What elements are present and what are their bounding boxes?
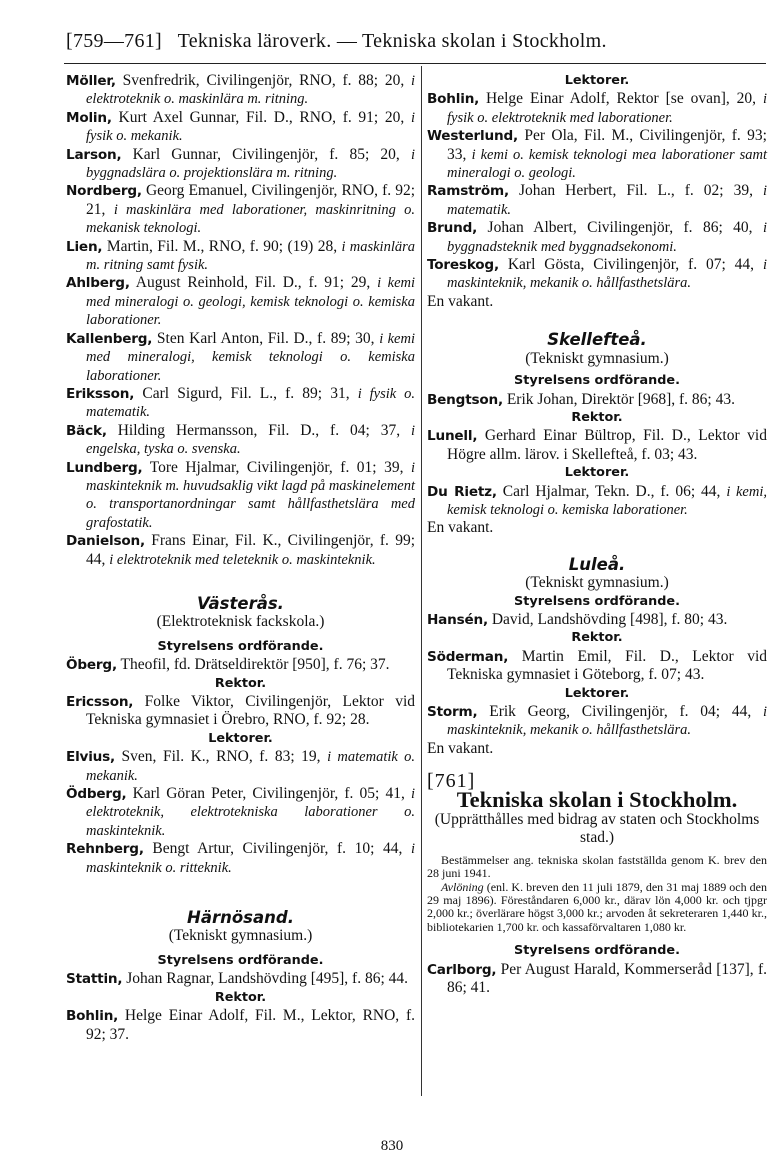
lektor-list — [427, 90, 767, 292]
role-heading: Lektorer. — [564, 685, 630, 701]
staff-details: Per August Harald, Kommerseråd [137], f. 86; 41. — [447, 960, 767, 997]
staff-name: Danielson, — [66, 533, 145, 550]
staff-entry — [66, 970, 415, 988]
salary-note-text: (enl. K. breven den 11 juli 1879, den 31 maj 1889 och den 29 maj 1896). Föreståndaren 6,000 kr., därav lön 4,000 kr. och tjpgr 2,000 kr.; överlärare högst 3,000 kr.; arvoden åt sekreteraren 1,440 kr., bibliotekarien 1,700 kr. och kassaförvaltaren 1,080 kr. — [427, 879, 767, 934]
staff-details: Helge Einar Adolf, Rektor [se ovan], 20, — [479, 90, 763, 108]
role-heading: Lektorer. — [564, 465, 630, 481]
role-heading: Styrelsens ordförande. — [157, 638, 324, 654]
teacher-list — [66, 72, 415, 569]
section-title-harnosand: Härnösand. — [187, 908, 294, 928]
staff-subjects: i byggnadsteknik med byggnadsekonomi. — [447, 220, 767, 255]
staff-name: Westerlund, — [427, 128, 518, 145]
role-heading: Rektor. — [571, 630, 623, 646]
chair-entry — [66, 656, 415, 674]
staff-entry — [66, 385, 415, 422]
staff-details: Tore Hjalmar, Civilingenjör, f. 01; 39, — [142, 458, 411, 476]
staff-details: Erik Johan, Direktör [968], f. 86; 43. — [502, 390, 735, 408]
section-title-stockholm: Tekniska skolan i Stockholm. — [456, 786, 738, 812]
section-subtitle: (Tekniskt gymnasium.) — [525, 349, 669, 367]
staff-entry — [427, 961, 767, 998]
rektor-entry — [427, 427, 767, 464]
column-divider — [421, 66, 422, 1096]
staff-entry — [427, 219, 767, 256]
staff-details: Hilding Hermansson, Fil. D., f. 04; 37, — [106, 421, 411, 439]
staff-subjects: i elektroteknik, elektrotekniska laborationer o. maskinteknik. — [86, 786, 415, 839]
section-subtitle: (Tekniskt gymnasium.) — [168, 927, 313, 945]
staff-entry — [66, 459, 415, 533]
staff-entry — [427, 703, 767, 740]
staff-name: Carlborg, — [427, 961, 497, 978]
staff-details: August Reinhold, Fil. D., f. 91; 29, — [129, 274, 378, 292]
staff-entry — [427, 427, 767, 464]
staff-name: Eriksson, — [66, 385, 135, 402]
staff-subjects: i engelska, tyska o. svenska. — [86, 422, 415, 458]
right-column — [427, 72, 767, 998]
page-number: 830 — [380, 1138, 404, 1154]
staff-name: Stattin, — [66, 971, 123, 988]
role-heading: Styrelsens ordförande. — [157, 952, 324, 968]
staff-name: Storm, — [427, 704, 478, 720]
staff-details: Sven, Fil. K., RNO, f. 83; 19, — [115, 748, 328, 766]
staff-entry — [66, 656, 415, 674]
staff-details: Georg Emanuel, Civilingenjör, RNO, f. 92; 21, — [86, 182, 415, 218]
staff-details: Karl Göran Peter, Civilingenjör, f. 05; 41, — [126, 785, 411, 803]
staff-details: Erik Georg, Civilingenjör, f. 04; 44, — [477, 703, 763, 720]
staff-entry — [66, 238, 415, 275]
staff-name: Ödberg, — [66, 786, 127, 803]
staff-details: Sten Karl Anton, Fil. D., f. 89; 30, — [152, 329, 380, 347]
staff-name: Lien, — [66, 238, 103, 255]
role-heading: Styrelsens ordförande. — [514, 593, 680, 609]
staff-entry — [427, 127, 767, 182]
staff-entry — [427, 648, 767, 685]
staff-subjects: i matematik o. mekanik. — [86, 749, 416, 784]
staff-name: Ericsson, — [66, 694, 134, 710]
rektor-entry — [427, 648, 767, 685]
staff-entry — [66, 274, 415, 329]
staff-name: Bengtson, — [427, 391, 503, 408]
role-heading: Rektor. — [214, 989, 267, 1005]
page-reference: [761] — [427, 770, 476, 793]
left-column — [66, 72, 415, 1044]
lektor-entry — [427, 703, 767, 740]
header-page-range: [759—761] — [66, 30, 163, 52]
staff-details: Carl Sigurd, Fil. L., f. 89; 31, — [134, 384, 358, 402]
staff-details: Per Ola, Fil. M., Civilingenjör, f. 93; 33, — [447, 127, 767, 163]
staff-name: Bohlin, — [66, 1008, 119, 1025]
staff-details: Johan Ragnar, Landshövding [495], f. 86; 44. — [122, 970, 409, 988]
staff-name: Du Rietz, — [427, 483, 497, 500]
lektor-entry — [427, 483, 767, 520]
staff-subjects: i kemi, kemisk teknologi o. kemiska laborationer. — [447, 483, 767, 518]
staff-subjects: i fysik o. mekanik. — [86, 109, 415, 145]
staff-subjects: i fysik o. elektroteknik med laborationer. — [447, 91, 767, 126]
staff-name: Lundberg, — [66, 459, 143, 476]
staff-name: Öberg, — [66, 657, 117, 674]
chair-entry — [427, 611, 767, 629]
staff-details: Martin, Fil. M., RNO, f. 90; (19) 28, — [102, 237, 342, 255]
staff-details: Gerhard Einar Bültrop, Fil. D., Lektor vid Högre allm. lärov. i Skellefteå, f. 03; 43. — [447, 427, 767, 463]
section-subtitle: (Upprätthålles med bidrag av staten och Stockholms stad.) — [434, 811, 760, 847]
staff-subjects: i maskinteknik, mekanik o. hållfasthetslära. — [447, 704, 767, 739]
chair-entry — [66, 970, 415, 988]
staff-details: Helge Einar Adolf, Fil. M., Lektor, RNO, f. 92; 37. — [86, 1007, 415, 1043]
chair-entry — [427, 391, 767, 409]
staff-details: Johan Herbert, Fil. L., f. 02; 39, — [508, 182, 763, 200]
staff-name: Elvius, — [66, 749, 115, 766]
staff-name: Rehnberg, — [66, 841, 144, 858]
staff-name: Ramström, — [427, 183, 509, 200]
staff-entry — [66, 840, 415, 877]
staff-name: Bohlin, — [427, 91, 480, 108]
staff-entry — [427, 182, 767, 219]
staff-name: Toreskog, — [427, 257, 499, 274]
staff-subjects: i byggnadslära o. projektionslära m. ritning. — [86, 146, 415, 182]
vacancy-note: En vakant. — [427, 519, 494, 537]
vacancy-note: En vakant. — [427, 739, 494, 757]
role-heading: Rektor. — [214, 675, 267, 691]
staff-entry — [66, 785, 415, 840]
chair-entry — [427, 961, 767, 998]
staff-name: Kallenberg, — [66, 330, 153, 347]
staff-subjects: i maskinlära m. ritning samt fysik. — [86, 238, 415, 274]
role-heading: Lektorer. — [208, 730, 273, 746]
staff-name: Bäck, — [66, 422, 107, 439]
staff-details: Karl Gösta, Civilingenjör, f. 07; 44, — [498, 256, 763, 274]
staff-subjects: i maskinteknik, mekanik o. hållfasthetslära. — [447, 257, 767, 292]
staff-entry — [66, 146, 415, 183]
staff-subjects: i fysik o. matematik. — [86, 385, 415, 421]
staff-details: Martin Emil, Fil. D., Lektor vid Tekniska gymnasiet i Göteborg, f. 07; 43. — [447, 647, 767, 684]
staff-subjects: i maskinteknik m. huvudsaklig vikt lagd på maskinelement o. transportanordningar samt hållfasthetslära med grafostatik. — [86, 459, 415, 531]
staff-name: Ahlberg, — [66, 275, 130, 292]
staff-entry — [66, 72, 415, 109]
staff-details: Johan Albert, Civilingenjör, f. 86; 40, — [477, 219, 763, 237]
section-title-lulea: Luleå. — [568, 554, 626, 574]
staff-entry — [66, 109, 415, 146]
staff-entry — [427, 391, 767, 409]
staff-entry — [66, 330, 415, 385]
regulation-note: Bestämmelser ang. tekniska skolan fastställda genom K. brev den 28 juni 1941. — [427, 852, 767, 881]
rektor-entry — [66, 693, 415, 730]
staff-details: Theofil, fd. Drätseldirektör [950], f. 76; 37. — [116, 656, 390, 674]
salary-note-label: Avlöning — [441, 879, 484, 894]
staff-subjects: i elektroteknik o. maskinlära m. ritning. — [86, 73, 415, 108]
staff-name: Söderman, — [427, 648, 509, 665]
staff-subjects: i kemi med mineralogi o. geologi, kemisk teknologi o. kemiska laborationer. — [86, 275, 416, 329]
staff-details: Karl Gunnar, Civilingenjör, f. 85; 20, — [121, 145, 411, 163]
staff-name: Möller, — [66, 73, 116, 89]
rektor-entry — [66, 1007, 415, 1044]
staff-details: Svenfredrik, Civilingenjör, RNO, f. 88; 20, — [115, 72, 411, 89]
running-header — [66, 30, 766, 53]
staff-subjects: i maskinlära med laborationer, maskinritning o. mekanisk teknologi. — [86, 201, 415, 237]
staff-subjects: i maskinteknik o. ritteknik. — [86, 841, 415, 876]
staff-name: Lunell, — [427, 428, 478, 445]
staff-entry — [66, 693, 415, 730]
role-heading: Styrelsens ordförande. — [514, 943, 680, 959]
staff-entry — [66, 532, 415, 569]
staff-entry — [66, 1007, 415, 1044]
staff-entry — [427, 483, 767, 520]
staff-entry — [427, 90, 767, 127]
lektor-list — [66, 748, 415, 877]
header-rule — [64, 63, 766, 64]
staff-subjects: i kemi o. kemisk teknologi mea laborationer samt mineralogi o. geologi. — [447, 146, 767, 182]
staff-entry — [427, 256, 767, 293]
staff-name: Hansén, — [427, 611, 488, 628]
section-title-skelleftea: Skellefteå. — [547, 330, 647, 350]
vacancy-note: En vakant. — [427, 292, 494, 310]
staff-name: Larson, — [66, 146, 122, 163]
staff-subjects: i kemi med mineralogi, kemisk teknologi o. kemiska laborationer. — [86, 330, 415, 384]
staff-details: Carl Hjalmar, Tekn. D., f. 06; 44, — [496, 482, 727, 500]
staff-details: Kurt Axel Gunnar, Fil. D., RNO, f. 91; 20, — [111, 108, 411, 126]
staff-name: Brund, — [427, 220, 478, 237]
staff-details: Bengt Artur, Civilingenjör, f. 10; 44, — [143, 840, 411, 858]
staff-details: Frans Einar, Fil. K., Civilingenjör, f. 99; 44, — [86, 532, 415, 568]
staff-subjects: i matematik. — [447, 183, 767, 218]
role-heading: Lektorer. — [564, 73, 630, 88]
staff-details: David, Landshövding [498], f. 80; 43. — [487, 610, 728, 628]
staff-entry — [66, 748, 415, 785]
section-subtitle: (Tekniskt gymnasium.) — [525, 574, 669, 592]
salary-note — [427, 881, 767, 935]
section-title-vasteras: Västerås. — [197, 593, 284, 613]
section-subtitle: (Elektroteknisk fackskola.) — [156, 613, 325, 631]
staff-name: Molin, — [66, 109, 112, 126]
role-heading: Styrelsens ordförande. — [514, 373, 680, 389]
staff-details: Folke Viktor, Civilingenjör, Lektor vid Tekniska gymnasiet i Örebro, RNO, f. 92; 28. — [86, 693, 415, 729]
staff-entry — [66, 182, 415, 237]
role-heading: Rektor. — [571, 409, 623, 425]
header-title: Tekniska läroverk. — Tekniska skolan i Stockholm. — [177, 30, 607, 52]
staff-entry — [66, 422, 415, 459]
staff-entry — [427, 611, 767, 629]
staff-subjects: i elektroteknik med teleteknik o. maskinteknik. — [109, 551, 376, 568]
staff-name: Nordberg, — [66, 183, 142, 200]
